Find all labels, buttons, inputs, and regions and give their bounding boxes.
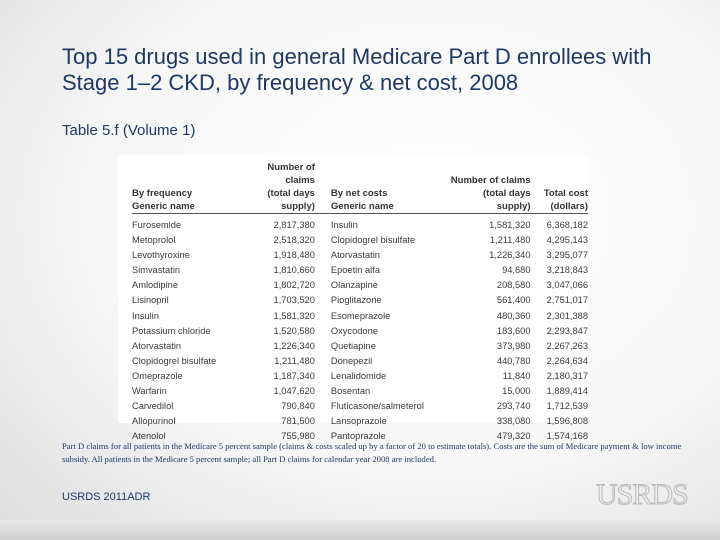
freq-name-cell: Clopidogrel bisulfate xyxy=(132,355,217,366)
cost-name-cell: Lansoprazole xyxy=(330,416,387,427)
header-freq-claims xyxy=(237,161,319,214)
cost-claims-cell: 561,400 xyxy=(496,295,531,306)
cost-total-cell: 3,218,843 xyxy=(546,265,588,276)
cost-claims-cell: 208,580 xyxy=(496,280,531,291)
freq-claims-cell: 2,518,320 xyxy=(273,235,315,246)
cost-name-cell: Quetiapine xyxy=(330,340,376,351)
cost-total-cell: 6,368,182 xyxy=(546,220,588,230)
table-row xyxy=(132,293,588,308)
cost-claims-cell: 373,980 xyxy=(496,340,531,351)
bottom-band xyxy=(0,520,720,540)
table-row xyxy=(132,248,588,263)
freq-name-cell: Atenolol xyxy=(132,431,166,442)
header-cost-total xyxy=(531,161,588,214)
freq-name-cell: Simvastatin xyxy=(132,265,181,276)
header-freq-generic: Generic name xyxy=(132,201,195,212)
header-cost-name xyxy=(319,161,447,214)
table-row xyxy=(132,354,588,369)
freq-claims-cell: 1,802,720 xyxy=(273,280,315,291)
cost-total-cell: 2,293,847 xyxy=(546,325,588,336)
freq-name-cell: Furosemide xyxy=(132,220,182,230)
cost-name-cell: Lenalidomide xyxy=(330,370,387,381)
freq-name-cell: Warfarin xyxy=(132,386,167,397)
cost-name-cell: Pantoprazole xyxy=(330,431,386,442)
cost-total-cell: 3,295,077 xyxy=(546,250,588,261)
table-row xyxy=(132,384,588,399)
header-freq-claims-line1: Number of claims xyxy=(267,162,315,186)
freq-name-cell: Carvedilol xyxy=(132,401,174,412)
cost-claims-cell: 11,840 xyxy=(502,370,531,381)
cost-claims-cell: 338,080 xyxy=(496,416,531,427)
freq-name-cell: Lisinopril xyxy=(132,295,169,306)
header-freq-claims-line2: (total days supply) xyxy=(267,188,315,212)
freq-claims-cell: 755,980 xyxy=(281,431,315,442)
header-cost-total-line2: (dollars) xyxy=(550,201,588,212)
table-row xyxy=(132,399,588,414)
table-panel xyxy=(118,155,588,442)
cost-name-cell: Atorvastatin xyxy=(330,250,380,261)
cost-name-cell: Donepezil xyxy=(330,355,373,366)
header-freq-name xyxy=(132,161,237,214)
table-row xyxy=(132,263,588,278)
table-row xyxy=(132,218,588,233)
cost-name-cell: Oxycodone xyxy=(330,325,378,336)
drug-table-body xyxy=(132,218,588,444)
cost-claims-cell: 94,680 xyxy=(502,265,531,276)
cost-claims-cell: 440,780 xyxy=(496,355,531,366)
cost-name-cell: Olanzapine xyxy=(330,280,378,291)
header-cost-claims-line1: Number of claims xyxy=(450,175,531,186)
table-footnote: Part D claims for all patients in the Medicare 5 percent sample (claims & costs scaled up by a factor of 20 to estimate totals). Costs are the sum of Medicare payment & low income subsidy. All patients in the Medicare 5 percent sample; all Part D claims for calendar year 2008 are included. xyxy=(62,441,682,464)
slide-title: Top 15 drugs used in general Medicare Part D enrollees with Stage 1–2 CKD, by frequency & net cost, 2008 xyxy=(62,44,652,95)
cost-name-cell: Epoetin alfa xyxy=(330,265,380,276)
freq-claims-cell: 1,187,340 xyxy=(273,370,315,381)
freq-claims-cell: 1,810,660 xyxy=(273,265,315,276)
table-row xyxy=(132,339,588,354)
freq-name-cell: Atorvastatin xyxy=(132,340,182,351)
cost-name-cell: Bosentan xyxy=(330,386,371,397)
freq-claims-cell: 1,520,580 xyxy=(273,325,315,336)
cost-claims-cell: 480,360 xyxy=(496,310,531,321)
header-cost-total-line1: Total cost xyxy=(543,188,588,199)
freq-claims-cell: 1,211,480 xyxy=(274,355,315,366)
cost-claims-cell: 15,000 xyxy=(502,386,531,397)
header-cost-claims xyxy=(447,161,530,214)
cost-total-cell: 3,047,066 xyxy=(546,280,588,291)
table-row xyxy=(132,233,588,248)
cost-total-cell: 4,295,143 xyxy=(546,235,588,246)
footer-source: USRDS 2011ADR xyxy=(62,491,151,503)
freq-claims-cell: 1,581,320 xyxy=(273,310,315,321)
cost-claims-cell: 1,226,340 xyxy=(489,250,531,261)
cost-total-cell: 1,712,539 xyxy=(546,401,588,412)
table-row xyxy=(132,309,588,324)
cost-name-cell: Pioglitazone xyxy=(330,295,382,306)
table-row xyxy=(132,414,588,429)
table-row xyxy=(132,324,588,339)
cost-name-cell: Fluticasone/salmeterol xyxy=(330,401,424,412)
table-row xyxy=(132,369,588,384)
cost-name-cell: Clopidogrel bisulfate xyxy=(330,235,416,246)
cost-total-cell: 2,301,388 xyxy=(546,310,588,321)
cost-total-cell: 1,596,808 xyxy=(546,416,588,427)
cost-name-cell: Insulin xyxy=(330,220,358,230)
freq-claims-cell: 1,226,340 xyxy=(273,340,315,351)
cost-total-cell: 2,264,634 xyxy=(546,355,588,366)
cost-name-cell: Esomeprazole xyxy=(330,310,391,321)
cost-claims-cell: 1,211,480 xyxy=(489,235,531,246)
header-cost-claims-line2: (total days supply) xyxy=(483,188,531,212)
drug-table xyxy=(132,161,588,444)
cost-claims-cell: 183,600 xyxy=(496,325,531,336)
freq-claims-cell: 1,918,480 xyxy=(273,250,315,261)
header-cost-generic: Generic name xyxy=(330,201,394,212)
cost-claims-cell: 293,740 xyxy=(496,401,531,412)
cost-claims-cell: 479,320 xyxy=(496,431,531,442)
table-subtitle: Table 5.f (Volume 1) xyxy=(62,122,196,139)
table-header-row xyxy=(132,161,588,214)
freq-claims-cell: 2,817,380 xyxy=(273,220,315,230)
freq-claims-cell: 790,840 xyxy=(281,401,315,412)
header-cost-group: By net costs xyxy=(330,188,388,199)
cost-total-cell: 1,889,414 xyxy=(546,386,588,397)
cost-total-cell: 2,751,017 xyxy=(546,295,588,306)
cost-total-cell: 2,267,263 xyxy=(546,340,588,351)
freq-name-cell: Insulin xyxy=(132,310,159,321)
table-row xyxy=(132,278,588,293)
freq-name-cell: Metoprolol xyxy=(132,235,176,246)
freq-name-cell: Levothyroxine xyxy=(132,250,190,261)
freq-claims-cell: 1,703,520 xyxy=(273,295,315,306)
freq-claims-cell: 781,500 xyxy=(281,416,315,427)
usrds-logo: USRDS xyxy=(596,478,688,511)
header-freq-group: By frequency xyxy=(132,188,193,199)
freq-claims-cell: 1,047,620 xyxy=(273,386,315,397)
freq-name-cell: Amlodipine xyxy=(132,280,178,291)
freq-name-cell: Potassium chloride xyxy=(132,325,211,336)
cost-total-cell: 2,180,317 xyxy=(546,370,588,381)
cost-total-cell: 1,574,168 xyxy=(546,431,588,442)
freq-name-cell: Allopurinol xyxy=(132,416,176,427)
cost-claims-cell: 1,581,320 xyxy=(489,220,531,230)
freq-name-cell: Omeprazole xyxy=(132,370,183,381)
